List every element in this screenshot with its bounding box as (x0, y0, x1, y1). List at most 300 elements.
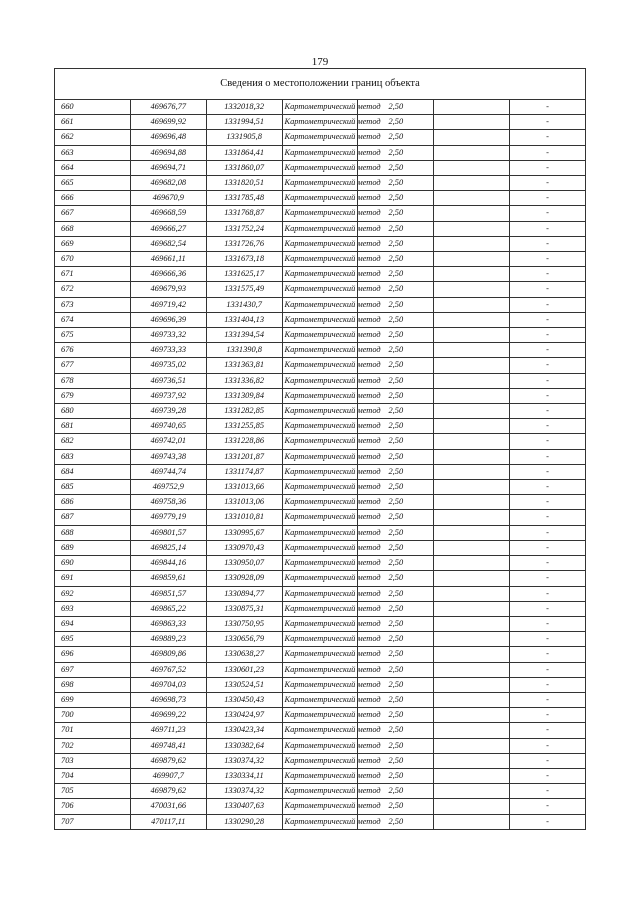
point-number-cell: 678 (55, 373, 131, 388)
coordinate-x-cell: 469699,22 (130, 708, 206, 723)
method-cell: Картометрический метод (282, 404, 358, 419)
coordinate-y-cell: 1330424,97 (206, 708, 282, 723)
table-row (55, 708, 586, 723)
point-number-cell: 698 (55, 677, 131, 692)
description-cell: - (510, 252, 586, 267)
coordinate-y-cell: 1331864,41 (206, 145, 282, 160)
description-cell: - (510, 601, 586, 616)
extra-empty-cell (434, 616, 510, 631)
extra-empty-cell (434, 571, 510, 586)
coordinate-y-cell: 1331726,76 (206, 236, 282, 251)
table-row (55, 358, 586, 373)
extra-empty-cell (434, 510, 510, 525)
coordinate-x-cell: 469809,86 (130, 647, 206, 662)
accuracy-cell: 2,50 (358, 692, 434, 707)
coordinate-x-cell: 469666,36 (130, 267, 206, 282)
accuracy-cell: 2,50 (358, 738, 434, 753)
accuracy-cell: 2,50 (358, 297, 434, 312)
coordinate-y-cell: 1331404,13 (206, 312, 282, 327)
coordinate-x-cell: 470117,11 (130, 814, 206, 829)
extra-empty-cell (434, 388, 510, 403)
description-cell: - (510, 404, 586, 419)
extra-empty-cell (434, 799, 510, 814)
description-cell: - (510, 495, 586, 510)
accuracy-cell: 2,50 (358, 267, 434, 282)
table-row (55, 662, 586, 677)
point-number-cell: 694 (55, 616, 131, 631)
accuracy-cell: 2,50 (358, 556, 434, 571)
accuracy-cell: 2,50 (358, 434, 434, 449)
table-row (55, 571, 586, 586)
table-row (55, 738, 586, 753)
method-cell: Картометрический метод (282, 556, 358, 571)
point-number-cell: 692 (55, 586, 131, 601)
method-cell: Картометрический метод (282, 358, 358, 373)
extra-empty-cell (434, 343, 510, 358)
point-number-cell: 697 (55, 662, 131, 677)
accuracy-cell: 2,50 (358, 480, 434, 495)
description-cell: - (510, 677, 586, 692)
description-cell: - (510, 662, 586, 677)
description-cell: - (510, 145, 586, 160)
extra-empty-cell (434, 115, 510, 130)
extra-empty-cell (434, 252, 510, 267)
description-cell: - (510, 571, 586, 586)
accuracy-cell: 2,50 (358, 525, 434, 540)
method-cell: Картометрический метод (282, 525, 358, 540)
point-number-cell: 683 (55, 449, 131, 464)
method-cell: Картометрический метод (282, 252, 358, 267)
extra-empty-cell (434, 586, 510, 601)
extra-empty-cell (434, 632, 510, 647)
coordinate-x-cell: 469694,88 (130, 145, 206, 160)
coordinate-y-cell: 1331174,87 (206, 464, 282, 479)
table-row (55, 130, 586, 145)
table-row (55, 312, 586, 327)
table-title: Сведения о местоположении границ объекта (55, 69, 586, 100)
point-number-cell: 671 (55, 267, 131, 282)
method-cell: Картометрический метод (282, 510, 358, 525)
coordinate-x-cell: 469844,16 (130, 556, 206, 571)
extra-empty-cell (434, 784, 510, 799)
accuracy-cell: 2,50 (358, 176, 434, 191)
point-number-cell: 676 (55, 343, 131, 358)
coordinate-x-cell: 469704,03 (130, 677, 206, 692)
accuracy-cell: 2,50 (358, 160, 434, 175)
description-cell: - (510, 768, 586, 783)
description-cell: - (510, 632, 586, 647)
coordinate-y-cell: 1330970,43 (206, 540, 282, 555)
coordinate-y-cell: 1331201,87 (206, 449, 282, 464)
accuracy-cell: 2,50 (358, 252, 434, 267)
table-row (55, 464, 586, 479)
coordinate-y-cell: 1331768,87 (206, 206, 282, 221)
accuracy-cell: 2,50 (358, 708, 434, 723)
description-cell: - (510, 464, 586, 479)
description-cell: - (510, 191, 586, 206)
extra-empty-cell (434, 358, 510, 373)
point-number-cell: 699 (55, 692, 131, 707)
method-cell: Картометрический метод (282, 449, 358, 464)
accuracy-cell: 2,50 (358, 784, 434, 799)
point-number-cell: 687 (55, 510, 131, 525)
extra-empty-cell (434, 556, 510, 571)
extra-empty-cell (434, 404, 510, 419)
coordinate-y-cell: 1331394,54 (206, 328, 282, 343)
description-cell: - (510, 799, 586, 814)
method-cell: Картометрический метод (282, 738, 358, 753)
extra-empty-cell (434, 480, 510, 495)
extra-empty-cell (434, 723, 510, 738)
table-row (55, 419, 586, 434)
description-cell: - (510, 616, 586, 631)
method-cell: Картометрический метод (282, 571, 358, 586)
point-number-cell: 688 (55, 525, 131, 540)
accuracy-cell: 2,50 (358, 221, 434, 236)
point-number-cell: 685 (55, 480, 131, 495)
point-number-cell: 695 (55, 632, 131, 647)
coordinate-y-cell: 1331013,06 (206, 495, 282, 510)
description-cell: - (510, 206, 586, 221)
table-row (55, 616, 586, 631)
point-number-cell: 668 (55, 221, 131, 236)
extra-empty-cell (434, 419, 510, 434)
description-cell: - (510, 297, 586, 312)
description-cell: - (510, 540, 586, 555)
method-cell: Картометрический метод (282, 540, 358, 555)
method-cell: Картометрический метод (282, 601, 358, 616)
method-cell: Картометрический метод (282, 692, 358, 707)
coordinate-y-cell: 1331336,82 (206, 373, 282, 388)
table-row (55, 784, 586, 799)
accuracy-cell: 2,50 (358, 388, 434, 403)
point-number-cell: 700 (55, 708, 131, 723)
coordinate-x-cell: 469682,08 (130, 176, 206, 191)
coordinate-x-cell: 469735,02 (130, 358, 206, 373)
coordinate-x-cell: 469907,7 (130, 768, 206, 783)
table-row (55, 434, 586, 449)
coordinate-x-cell: 469699,92 (130, 115, 206, 130)
point-number-cell: 662 (55, 130, 131, 145)
description-cell: - (510, 115, 586, 130)
coordinate-x-cell: 469682,54 (130, 236, 206, 251)
extra-empty-cell (434, 160, 510, 175)
coordinate-y-cell: 1332018,32 (206, 100, 282, 115)
accuracy-cell: 2,50 (358, 799, 434, 814)
page-number: 179 (311, 56, 329, 68)
coordinate-y-cell: 1331013,66 (206, 480, 282, 495)
coordinate-x-cell: 469711,23 (130, 723, 206, 738)
point-number-cell: 672 (55, 282, 131, 297)
table-row (55, 236, 586, 251)
coordinate-x-cell: 469767,52 (130, 662, 206, 677)
table-row (55, 510, 586, 525)
coordinate-x-cell: 469719,42 (130, 297, 206, 312)
table-row (55, 282, 586, 297)
coordinate-x-cell: 469859,61 (130, 571, 206, 586)
description-cell: - (510, 814, 586, 829)
coordinate-x-cell: 469851,57 (130, 586, 206, 601)
coordinate-y-cell: 1331625,17 (206, 267, 282, 282)
accuracy-cell: 2,50 (358, 115, 434, 130)
extra-empty-cell (434, 130, 510, 145)
extra-empty-cell (434, 267, 510, 282)
table-row (55, 100, 586, 115)
extra-empty-cell (434, 677, 510, 692)
coordinate-y-cell: 1330875,31 (206, 601, 282, 616)
coordinate-x-cell: 469739,28 (130, 404, 206, 419)
description-cell: - (510, 358, 586, 373)
table-row (55, 328, 586, 343)
extra-empty-cell (434, 525, 510, 540)
table-row (55, 480, 586, 495)
coordinate-x-cell: 469696,39 (130, 312, 206, 327)
coordinate-x-cell: 469879,62 (130, 753, 206, 768)
extra-empty-cell (434, 814, 510, 829)
accuracy-cell: 2,50 (358, 100, 434, 115)
table-row (55, 556, 586, 571)
coordinate-y-cell: 1330450,43 (206, 692, 282, 707)
coordinate-x-cell: 469863,33 (130, 616, 206, 631)
description-cell: - (510, 282, 586, 297)
coordinate-y-cell: 1331430,7 (206, 297, 282, 312)
point-number-cell: 693 (55, 601, 131, 616)
description-cell: - (510, 738, 586, 753)
description-cell: - (510, 160, 586, 175)
accuracy-cell: 2,50 (358, 647, 434, 662)
accuracy-cell: 2,50 (358, 495, 434, 510)
point-number-cell: 669 (55, 236, 131, 251)
point-number-cell: 682 (55, 434, 131, 449)
table-row (55, 768, 586, 783)
method-cell: Картометрический метод (282, 388, 358, 403)
extra-empty-cell (434, 236, 510, 251)
method-cell: Картометрический метод (282, 799, 358, 814)
description-cell: - (510, 708, 586, 723)
method-cell: Картометрический метод (282, 784, 358, 799)
coordinate-y-cell: 1330524,51 (206, 677, 282, 692)
accuracy-cell: 2,50 (358, 571, 434, 586)
extra-empty-cell (434, 449, 510, 464)
method-cell: Картометрический метод (282, 145, 358, 160)
description-cell: - (510, 419, 586, 434)
method-cell: Картометрический метод (282, 814, 358, 829)
method-cell: Картометрический метод (282, 464, 358, 479)
description-cell: - (510, 723, 586, 738)
table-title-row (55, 69, 586, 100)
description-cell: - (510, 586, 586, 601)
method-cell: Картометрический метод (282, 419, 358, 434)
description-cell: - (510, 784, 586, 799)
point-number-cell: 675 (55, 328, 131, 343)
extra-empty-cell (434, 708, 510, 723)
accuracy-cell: 2,50 (358, 753, 434, 768)
point-number-cell: 703 (55, 753, 131, 768)
coordinate-y-cell: 1331390,8 (206, 343, 282, 358)
description-cell: - (510, 236, 586, 251)
table-row (55, 449, 586, 464)
accuracy-cell: 2,50 (358, 373, 434, 388)
method-cell: Картометрический метод (282, 297, 358, 312)
coordinate-x-cell: 469736,51 (130, 373, 206, 388)
table-row (55, 160, 586, 175)
coordinate-y-cell: 1331228,86 (206, 434, 282, 449)
accuracy-cell: 2,50 (358, 723, 434, 738)
description-cell: - (510, 449, 586, 464)
table-row (55, 206, 586, 221)
coordinate-y-cell: 1330382,64 (206, 738, 282, 753)
coordinate-y-cell: 1331994,51 (206, 115, 282, 130)
accuracy-cell: 2,50 (358, 540, 434, 555)
table-row (55, 221, 586, 236)
table-row (55, 632, 586, 647)
method-cell: Картометрический метод (282, 160, 358, 175)
coordinate-x-cell: 469889,23 (130, 632, 206, 647)
coordinate-y-cell: 1331785,48 (206, 191, 282, 206)
point-number-cell: 684 (55, 464, 131, 479)
point-number-cell: 677 (55, 358, 131, 373)
coordinate-y-cell: 1331673,18 (206, 252, 282, 267)
point-number-cell: 701 (55, 723, 131, 738)
accuracy-cell: 2,50 (358, 449, 434, 464)
method-cell: Картометрический метод (282, 753, 358, 768)
table-row (55, 586, 586, 601)
coordinate-y-cell: 1331860,07 (206, 160, 282, 175)
method-cell: Картометрический метод (282, 480, 358, 495)
accuracy-cell: 2,50 (358, 343, 434, 358)
method-cell: Картометрический метод (282, 115, 358, 130)
point-number-cell: 661 (55, 115, 131, 130)
point-number-cell: 665 (55, 176, 131, 191)
table-row (55, 753, 586, 768)
table-row (55, 297, 586, 312)
accuracy-cell: 2,50 (358, 677, 434, 692)
method-cell: Картометрический метод (282, 632, 358, 647)
method-cell: Картометрический метод (282, 495, 358, 510)
coordinate-x-cell: 469676,77 (130, 100, 206, 115)
extra-empty-cell (434, 297, 510, 312)
table-row (55, 388, 586, 403)
accuracy-cell: 2,50 (358, 282, 434, 297)
method-cell: Картометрический метод (282, 328, 358, 343)
extra-empty-cell (434, 312, 510, 327)
coordinate-x-cell: 469733,33 (130, 343, 206, 358)
method-cell: Картометрический метод (282, 768, 358, 783)
coordinate-y-cell: 1330950,07 (206, 556, 282, 571)
extra-empty-cell (434, 647, 510, 662)
coordinate-y-cell: 1330928,09 (206, 571, 282, 586)
extra-empty-cell (434, 191, 510, 206)
method-cell: Картометрический метод (282, 662, 358, 677)
description-cell: - (510, 556, 586, 571)
extra-empty-cell (434, 738, 510, 753)
extra-empty-cell (434, 176, 510, 191)
coordinate-y-cell: 1330638,27 (206, 647, 282, 662)
coordinate-y-cell: 1330407,63 (206, 799, 282, 814)
extra-empty-cell (434, 753, 510, 768)
coordinate-x-cell: 469825,14 (130, 540, 206, 555)
point-number-cell: 667 (55, 206, 131, 221)
description-cell: - (510, 692, 586, 707)
extra-empty-cell (434, 768, 510, 783)
method-cell: Картометрический метод (282, 282, 358, 297)
point-number-cell: 705 (55, 784, 131, 799)
coordinate-x-cell: 469748,41 (130, 738, 206, 753)
accuracy-cell: 2,50 (358, 404, 434, 419)
accuracy-cell: 2,50 (358, 358, 434, 373)
point-number-cell: 680 (55, 404, 131, 419)
table-row (55, 799, 586, 814)
method-cell: Картометрический метод (282, 677, 358, 692)
coordinate-y-cell: 1331363,81 (206, 358, 282, 373)
accuracy-cell: 2,50 (358, 768, 434, 783)
accuracy-cell: 2,50 (358, 632, 434, 647)
coordinate-y-cell: 1331282,85 (206, 404, 282, 419)
point-number-cell: 704 (55, 768, 131, 783)
coordinate-x-cell: 469696,48 (130, 130, 206, 145)
coordinate-x-cell: 469801,57 (130, 525, 206, 540)
description-cell: - (510, 480, 586, 495)
coordinate-y-cell: 1330750,95 (206, 616, 282, 631)
coordinate-y-cell: 1330894,77 (206, 586, 282, 601)
coordinate-y-cell: 1330374,32 (206, 753, 282, 768)
coordinate-x-cell: 469752,9 (130, 480, 206, 495)
table-row (55, 176, 586, 191)
accuracy-cell: 2,50 (358, 586, 434, 601)
accuracy-cell: 2,50 (358, 236, 434, 251)
method-cell: Картометрический метод (282, 373, 358, 388)
coordinate-x-cell: 469779,19 (130, 510, 206, 525)
coordinate-x-cell: 469737,92 (130, 388, 206, 403)
boundary-coordinates-table (54, 68, 586, 830)
table-row (55, 814, 586, 829)
coordinate-y-cell: 1331255,85 (206, 419, 282, 434)
description-cell: - (510, 176, 586, 191)
method-cell: Картометрический метод (282, 343, 358, 358)
method-cell: Картометрический метод (282, 221, 358, 236)
accuracy-cell: 2,50 (358, 328, 434, 343)
point-number-cell: 663 (55, 145, 131, 160)
coordinate-y-cell: 1331905,8 (206, 130, 282, 145)
extra-empty-cell (434, 145, 510, 160)
description-cell: - (510, 525, 586, 540)
coordinate-x-cell: 469694,71 (130, 160, 206, 175)
point-number-cell: 679 (55, 388, 131, 403)
accuracy-cell: 2,50 (358, 145, 434, 160)
point-number-cell: 674 (55, 312, 131, 327)
table-row (55, 191, 586, 206)
coordinate-x-cell: 469758,36 (130, 495, 206, 510)
table-row (55, 647, 586, 662)
table-row (55, 373, 586, 388)
coordinate-x-cell: 469744,74 (130, 464, 206, 479)
coordinate-y-cell: 1331820,51 (206, 176, 282, 191)
coordinate-y-cell: 1330290,28 (206, 814, 282, 829)
description-cell: - (510, 328, 586, 343)
coordinate-x-cell: 469698,73 (130, 692, 206, 707)
extra-empty-cell (434, 662, 510, 677)
coordinate-y-cell: 1330374,32 (206, 784, 282, 799)
method-cell: Картометрический метод (282, 100, 358, 115)
method-cell: Картометрический метод (282, 236, 358, 251)
point-number-cell: 686 (55, 495, 131, 510)
description-cell: - (510, 130, 586, 145)
accuracy-cell: 2,50 (358, 601, 434, 616)
extra-empty-cell (434, 206, 510, 221)
method-cell: Картометрический метод (282, 206, 358, 221)
method-cell: Картометрический метод (282, 267, 358, 282)
table-row (55, 540, 586, 555)
